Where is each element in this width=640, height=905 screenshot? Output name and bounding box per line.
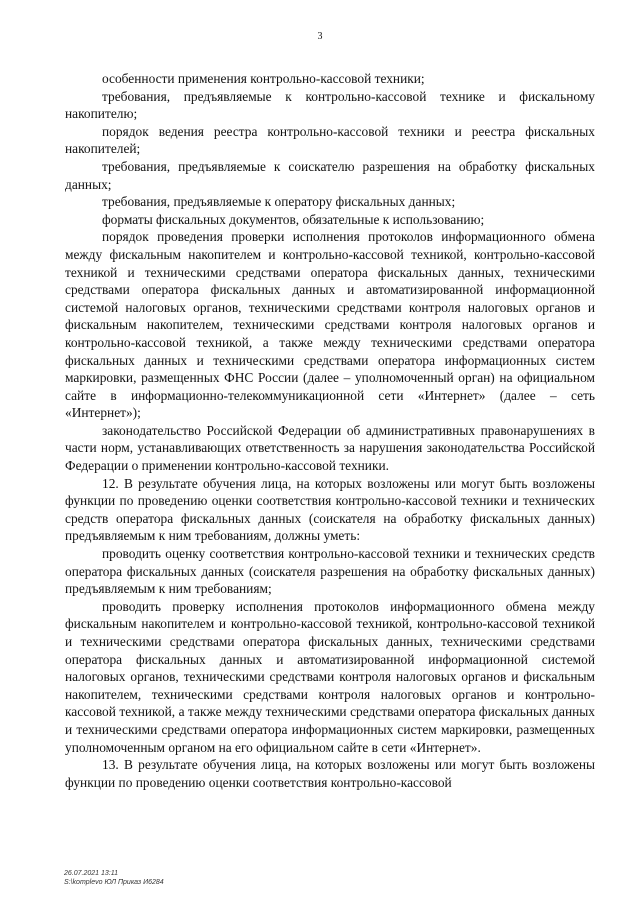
- paragraph-6: форматы фискальных документов, обязательные к использованию;: [102, 211, 485, 227]
- document-body: [65, 70, 595, 791]
- paragraph-3: порядок ведения реестра контрольно-кассовой техники и реестра фискальных накопителей;: [65, 123, 595, 157]
- document-footer: [64, 869, 164, 887]
- paragraph-11: проводить проверку исполнения протоколов информационного обмена между фискальным накопителем и контрольно-кассовой техникой, контрольно-кассовой техникой и техническими средствами оператора фискальных данных, техническими средствами оператора фискальных данных и автоматизированной информационной системой налоговых органов, техническими средствами контроля налоговых органов и фискальным накопителем, техническими средствами контроля налоговых органов и контрольно-кассовой техникой, а также между техническими средствами оператора фискальных данных и техническими средствами оператора информационных систем маркировки, размещенных уполномоченным органом на его официальном сайте в сети «Интернет».: [65, 598, 595, 755]
- paragraph-9: 12. В результате обучения лица, на которых возложены или могут быть возложены функции по проведению оценки соответствия контрольно-кассовой техники и технических средств оператора фискальных данных (соискателя на обработку фискальных данных) предъявляемым к ним требованиям, должны уметь:: [65, 475, 595, 544]
- footer-path: S:\komplevo ЮЛ Приказ И6284: [64, 879, 164, 886]
- paragraph-7: порядок проведения проверки исполнения протоколов информационного обмена между фискальным накопителем и контрольно-кассовой техникой, контрольно-кассовой техникой и техническими средствами оператора фискальных данных, техническими средствами оператора фискальных данных и автоматизированной информационной системой налоговых органов, техническими средствами контроля налоговых органов и фискальным накопителем, техническими средствами контроля налоговых органов и контрольно-кассовой техникой, а также между техническими средствами оператора фискальных данных и техническими средствами оператора информационных систем маркировки, размещенных ФНС России (далее – уполномоченный орган) на официальном сайте в информационно-телекоммуникационной сети «Интернет» (далее – сеть «Интернет»);: [65, 229, 595, 421]
- paragraph-10: проводить оценку соответствия контрольно-кассовой техники и технических средств оператора фискальных данных (соискателя разрешения на обработку фискальных данных) предъявляемым к ним требованиям;: [65, 546, 595, 597]
- paragraph-2: требования, предъявляемые к контрольно-кассовой технике и фискальному накопителю;: [65, 88, 595, 122]
- paragraph-4: требования, предъявляемые к соискателю разрешения на обработку фискальных данных;: [65, 158, 595, 192]
- paragraph-12: 13. В результате обучения лица, на которых возложены или могут быть возложены функции по проведению оценки соответствия контрольно-кассовой: [65, 757, 595, 790]
- page-number: 3: [317, 31, 323, 42]
- paragraph-1: особенности применения контрольно-кассовой техники;: [102, 71, 425, 86]
- paragraph-5: требования, предъявляемые к оператору фискальных данных;: [102, 194, 456, 210]
- footer-date: 26.07.2021 13:11: [64, 870, 118, 877]
- paragraph-8: законодательство Российской Федерации об административных правонарушениях в части норм, устанавливающих ответственность за нарушения законодательства Российской Федерации о применении контрольно-кассовой техники.: [65, 422, 595, 474]
